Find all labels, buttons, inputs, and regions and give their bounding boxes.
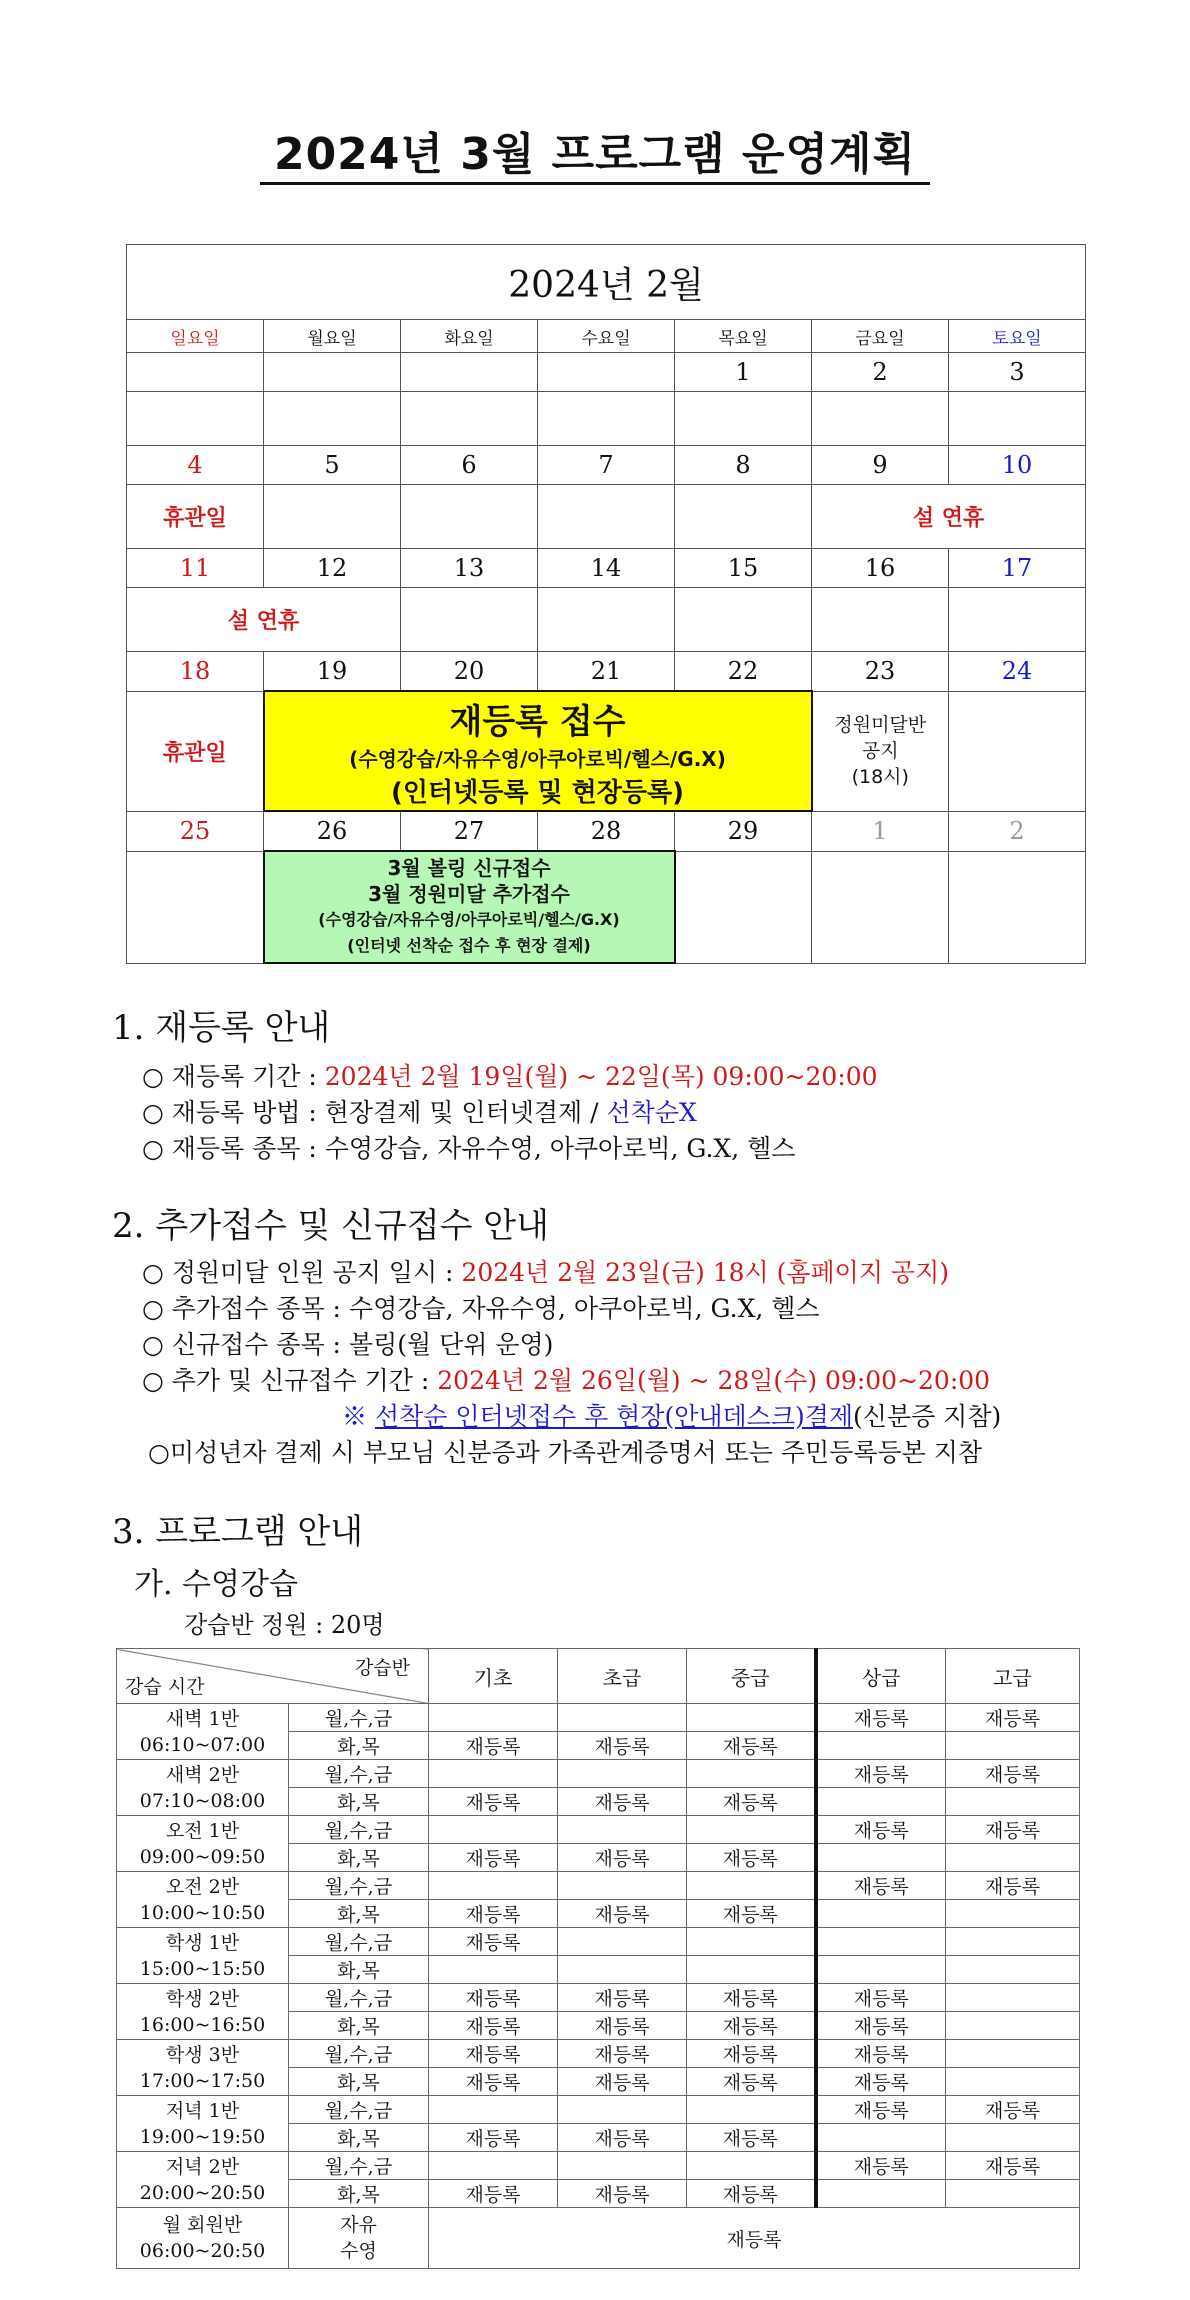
level-status-cell xyxy=(558,1816,687,1844)
corner-header: 강습반 강습 시간 xyxy=(117,1649,429,1704)
level-status-cell: 재등록 xyxy=(816,1760,946,1788)
day-cell: 27 xyxy=(401,811,538,851)
day-cell: 28 xyxy=(538,811,675,851)
level-status-cell xyxy=(687,1760,816,1788)
day-cell: 29 xyxy=(675,811,812,851)
class-days-cell: 화,목 xyxy=(289,1844,429,1872)
level-header: 초급 xyxy=(558,1649,687,1704)
class-days-cell: 월,수,금 xyxy=(289,1872,429,1900)
level-status-cell: 재등록 xyxy=(687,1732,816,1760)
class-days-cell: 화,목 xyxy=(289,1900,429,1928)
level-status-cell xyxy=(946,2012,1080,2040)
level-status-cell xyxy=(687,2096,816,2124)
section-1-line: ○ 재등록 방법 : 현장결제 및 인터넷결제 / 선착순X xyxy=(142,1098,697,1127)
section-2-heading: 2. 추가접수 및 신규접수 안내 xyxy=(112,1206,549,1246)
notice-cell: 정원미달반 공지 (18시) xyxy=(812,691,949,811)
class-days-cell: 월,수,금 xyxy=(289,1760,429,1788)
level-status-cell: 재등록 xyxy=(558,2180,687,2208)
day-cell: 5 xyxy=(264,446,401,485)
class-days-cell: 월,수,금 xyxy=(289,1984,429,2012)
level-status-cell xyxy=(946,2180,1080,2208)
closed-day-label: 휴관일 xyxy=(127,691,264,811)
level-status-cell xyxy=(816,2124,946,2152)
weekday-tue: 화요일 xyxy=(401,320,538,353)
weekday-header-row xyxy=(127,320,1086,353)
level-status-cell xyxy=(429,1760,558,1788)
day-cell: 24 xyxy=(949,652,1086,692)
level-status-cell: 재등록 xyxy=(687,1984,816,2012)
level-status-cell: 재등록 xyxy=(558,2068,687,2096)
level-status-cell: 재등록 xyxy=(946,1704,1080,1732)
class-days-cell: 화,목 xyxy=(289,2068,429,2096)
day-cell: 9 xyxy=(812,446,949,485)
day-cell: 19 xyxy=(264,652,401,692)
class-name-cell: 새벽 1반 06:10~07:00 xyxy=(117,1704,289,1760)
day-cell: 6 xyxy=(401,446,538,485)
day-cell: 22 xyxy=(675,652,812,692)
table-row xyxy=(117,1984,1080,2012)
class-name-cell: 새벽 2반 07:10~08:00 xyxy=(117,1760,289,1816)
holiday-label: 설 연휴 xyxy=(127,588,401,652)
level-status-cell xyxy=(429,2152,558,2180)
section-additional-registration xyxy=(112,1198,1001,1471)
level-status-cell xyxy=(687,1956,816,1984)
level-status-cell xyxy=(687,2152,816,2180)
level-status-cell xyxy=(946,2068,1080,2096)
table-row xyxy=(117,1872,1080,1900)
level-status-cell: 재등록 xyxy=(687,1844,816,1872)
re-registration-title: 재등록 접수 xyxy=(449,701,626,742)
calendar-title: 2024년 2월 xyxy=(127,245,1086,320)
level-status-cell xyxy=(558,1872,687,1900)
level-status-cell: 재등록 xyxy=(687,2012,816,2040)
day-cell: 11 xyxy=(127,549,264,588)
section-2-line: ○미성년자 결제 시 부모님 신분증과 가족관계증명서 또는 주민등록등본 지참 xyxy=(148,1438,983,1467)
day-cell: 18 xyxy=(127,652,264,692)
level-status-cell: 재등록 xyxy=(429,1844,558,1872)
class-name-cell: 저녁 1반 19:00~19:50 xyxy=(117,2096,289,2152)
week-row xyxy=(127,549,1086,588)
level-status-cell: 재등록 xyxy=(946,2096,1080,2124)
level-status-cell: 재등록 xyxy=(946,1760,1080,1788)
level-status-cell xyxy=(946,2124,1080,2152)
level-status-cell: 재등록 xyxy=(558,1984,687,2012)
level-status-cell xyxy=(816,1900,946,1928)
level-status-cell: 재등록 xyxy=(429,2124,558,2152)
level-status-cell xyxy=(429,1704,558,1732)
day-cell: 2 xyxy=(812,353,949,392)
holiday-label: 설 연휴 xyxy=(812,485,1086,549)
class-days-cell: 화,목 xyxy=(289,1788,429,1816)
level-status-cell: 재등록 xyxy=(429,2068,558,2096)
additional-registration-label: 3월 정원미달 추가접수 xyxy=(368,882,570,906)
section-3-heading: 3. 프로그램 안내 xyxy=(112,1512,364,1552)
level-status-cell: 재등록 xyxy=(558,1788,687,1816)
member-status: 재등록 xyxy=(429,2208,1080,2269)
level-status-cell xyxy=(816,1732,946,1760)
class-days-cell: 월,수,금 xyxy=(289,1928,429,1956)
day-cell: 15 xyxy=(675,549,812,588)
day-cell: 3 xyxy=(949,353,1086,392)
weekday-wed: 수요일 xyxy=(538,320,675,353)
level-status-cell: 재등록 xyxy=(429,2012,558,2040)
swimming-class-table xyxy=(116,1648,1080,2269)
weekday-mon: 월요일 xyxy=(264,320,401,353)
level-header: 고급 xyxy=(946,1649,1080,1704)
week-row xyxy=(127,652,1086,692)
day-cell: 14 xyxy=(538,549,675,588)
day-cell: 23 xyxy=(812,652,949,692)
level-status-cell xyxy=(687,1872,816,1900)
level-status-cell: 재등록 xyxy=(429,2040,558,2068)
level-status-cell xyxy=(558,1704,687,1732)
level-status-cell: 재등록 xyxy=(429,1900,558,1928)
class-name-cell: 저녁 2반 20:00~20:50 xyxy=(117,2152,289,2208)
level-status-cell xyxy=(946,1788,1080,1816)
class-name-cell: 오전 1반 09:00~09:50 xyxy=(117,1816,289,1872)
class-days-cell: 월,수,금 xyxy=(289,2152,429,2180)
day-cell: 2 xyxy=(949,811,1086,851)
section-2-note: ※ 선착순 인터넷접수 후 현장(안내데스크)결제(신분증 지참) xyxy=(342,1402,1002,1431)
class-name-cell: 학생 2반 16:00~16:50 xyxy=(117,1984,289,2040)
level-status-cell: 재등록 xyxy=(816,2152,946,2180)
class-days-cell: 월,수,금 xyxy=(289,2096,429,2124)
level-status-cell: 재등록 xyxy=(816,2012,946,2040)
level-status-cell xyxy=(558,2096,687,2124)
class-name-cell: 학생 3반 17:00~17:50 xyxy=(117,2040,289,2096)
level-status-cell xyxy=(429,1872,558,1900)
table-row xyxy=(117,2152,1080,2180)
level-status-cell: 재등록 xyxy=(687,2180,816,2208)
day-cell: 13 xyxy=(401,549,538,588)
table-row xyxy=(117,1704,1080,1732)
level-status-cell xyxy=(946,2040,1080,2068)
member-row: 월 회원반 06:00~20:50 자유 수영 재등록 xyxy=(117,2208,1080,2269)
closed-day-label: 휴관일 xyxy=(127,485,264,549)
level-status-cell: 재등록 xyxy=(946,1816,1080,1844)
re-registration-box xyxy=(264,691,812,811)
level-status-cell: 재등록 xyxy=(687,1788,816,1816)
day-cell: 21 xyxy=(538,652,675,692)
level-status-cell: 재등록 xyxy=(816,2040,946,2068)
day-cell: 10 xyxy=(949,446,1086,485)
class-days-cell: 월,수,금 xyxy=(289,2040,429,2068)
new-registration-box: 3월 볼링 신규접수 3월 정원미달 추가접수 (수영강습/자유수영/아쿠아로빅/헬스/G.X) (인터넷 선착순 접수 후 현장 결제) xyxy=(264,851,675,963)
class-name-cell: 학생 1반 15:00~15:50 xyxy=(117,1928,289,1984)
class-days-cell: 화,목 xyxy=(289,2012,429,2040)
day-cell: 1 xyxy=(675,353,812,392)
day-cell: 16 xyxy=(812,549,949,588)
day-cell: 8 xyxy=(675,446,812,485)
level-status-cell xyxy=(558,1928,687,1956)
level-status-cell: 재등록 xyxy=(558,2040,687,2068)
level-status-cell: 재등록 xyxy=(687,2040,816,2068)
level-status-cell xyxy=(558,1956,687,1984)
re-registration-items: (수영강습/자유수영/아쿠아로빅/헬스/G.X) xyxy=(349,746,726,771)
level-status-cell xyxy=(429,1816,558,1844)
level-header: 상급 xyxy=(816,1649,946,1704)
class-days-cell: 월,수,금 xyxy=(289,1816,429,1844)
week-row xyxy=(127,811,1086,851)
weekday-sat: 토요일 xyxy=(949,320,1086,353)
level-header: 기초 xyxy=(429,1649,558,1704)
section-1-heading: 1. 재등록 안내 xyxy=(112,1008,331,1048)
table-row xyxy=(117,1816,1080,1844)
level-status-cell: 재등록 xyxy=(946,1872,1080,1900)
level-header: 중급 xyxy=(687,1649,816,1704)
day-cell: 4 xyxy=(127,446,264,485)
section-program xyxy=(112,1504,385,1640)
day-cell: 1 xyxy=(812,811,949,851)
level-status-cell: 재등록 xyxy=(429,2180,558,2208)
table-row xyxy=(117,1928,1080,1956)
section-2-line: ○ 추가 및 신규접수 기간 : 2024년 2월 26일(월) ~ 28일(수) 09:00~20:00 xyxy=(142,1366,991,1395)
level-status-cell xyxy=(429,2096,558,2124)
class-days-cell: 화,목 xyxy=(289,1732,429,1760)
level-status-cell: 재등록 xyxy=(816,1984,946,2012)
level-status-cell xyxy=(816,1788,946,1816)
level-status-cell xyxy=(816,2180,946,2208)
page-title: 2024년 3월 프로그램 운영계획 xyxy=(0,118,1190,182)
level-status-cell xyxy=(816,1928,946,1956)
level-status-cell xyxy=(687,1704,816,1732)
level-status-cell: 재등록 xyxy=(687,1900,816,1928)
weekday-sun: 일요일 xyxy=(127,320,264,353)
table-row xyxy=(117,1760,1080,1788)
section-1-line: ○ 재등록 기간 : 2024년 2월 19일(월) ~ 22일(목) 09:00~20:00 xyxy=(142,1062,878,1091)
level-status-cell: 재등록 xyxy=(429,1732,558,1760)
table-row xyxy=(117,2040,1080,2068)
class-days-cell: 화,목 xyxy=(289,2124,429,2152)
day-cell: 26 xyxy=(264,811,401,851)
level-status-cell: 재등록 xyxy=(558,1900,687,1928)
level-status-cell xyxy=(558,2152,687,2180)
class-name-cell: 오전 2반 10:00~10:50 xyxy=(117,1872,289,1928)
level-status-cell: 재등록 xyxy=(558,1844,687,1872)
level-status-cell xyxy=(946,1928,1080,1956)
week-row xyxy=(127,353,1086,392)
level-status-cell xyxy=(816,1844,946,1872)
section-reregistration xyxy=(112,1000,878,1167)
level-status-cell xyxy=(946,1984,1080,2012)
table-header-row xyxy=(117,1649,1080,1704)
level-status-cell: 재등록 xyxy=(946,2152,1080,2180)
level-status-cell: 재등록 xyxy=(429,1928,558,1956)
table-row xyxy=(117,2096,1080,2124)
day-cell: 25 xyxy=(127,811,264,851)
weekday-thu: 목요일 xyxy=(675,320,812,353)
level-status-cell: 재등록 xyxy=(687,2068,816,2096)
level-status-cell xyxy=(946,1956,1080,1984)
section-2-line: ○ 신규접수 종목 : 볼링(월 단위 운영) xyxy=(142,1330,554,1359)
level-status-cell: 재등록 xyxy=(558,1732,687,1760)
day-cell: 17 xyxy=(949,549,1086,588)
bowling-new-label: 3월 볼링 신규접수 xyxy=(387,856,551,880)
level-status-cell: 재등록 xyxy=(816,1816,946,1844)
day-cell: 20 xyxy=(401,652,538,692)
section-2-line: ○ 추가접수 종목 : 수영강습, 자유수영, 아쿠아로빅, G.X, 헬스 xyxy=(142,1294,820,1323)
level-status-cell: 재등록 xyxy=(429,1788,558,1816)
level-status-cell xyxy=(687,1816,816,1844)
class-days-cell: 월,수,금 xyxy=(289,1704,429,1732)
weekday-fri: 금요일 xyxy=(812,320,949,353)
level-status-cell xyxy=(946,1732,1080,1760)
swimming-subheading: 가. 수영강습 xyxy=(134,1567,298,1602)
level-status-cell: 재등록 xyxy=(558,2124,687,2152)
level-status-cell: 재등록 xyxy=(687,2124,816,2152)
section-2-line: ○ 정원미달 인원 공지 일시 : 2024년 2월 23일(금) 18시 (홈페이지 공지) xyxy=(142,1258,949,1287)
class-days-cell: 화,목 xyxy=(289,2180,429,2208)
section-1-line: ○ 재등록 종목 : 수영강습, 자유수영, 아쿠아로빅, G.X, 헬스 xyxy=(142,1134,796,1163)
level-status-cell: 재등록 xyxy=(816,1704,946,1732)
re-registration-method: (인터넷등록 및 현장등록) xyxy=(390,777,685,808)
level-status-cell: 재등록 xyxy=(816,2068,946,2096)
day-cell: 7 xyxy=(538,446,675,485)
level-status-cell: 재등록 xyxy=(816,1872,946,1900)
day-cell: 12 xyxy=(264,549,401,588)
february-calendar xyxy=(126,244,1086,964)
week-row xyxy=(127,446,1086,485)
level-status-cell: 재등록 xyxy=(429,1984,558,2012)
class-days-cell: 화,목 xyxy=(289,1956,429,1984)
class-capacity: 강습반 정원 : 20명 xyxy=(184,1611,385,1639)
level-status-cell xyxy=(946,1844,1080,1872)
level-status-cell xyxy=(429,1956,558,1984)
level-status-cell xyxy=(687,1928,816,1956)
level-status-cell: 재등록 xyxy=(816,2096,946,2124)
level-status-cell xyxy=(946,1900,1080,1928)
level-status-cell: 재등록 xyxy=(558,2012,687,2040)
level-status-cell xyxy=(558,1760,687,1788)
level-status-cell xyxy=(816,1956,946,1984)
